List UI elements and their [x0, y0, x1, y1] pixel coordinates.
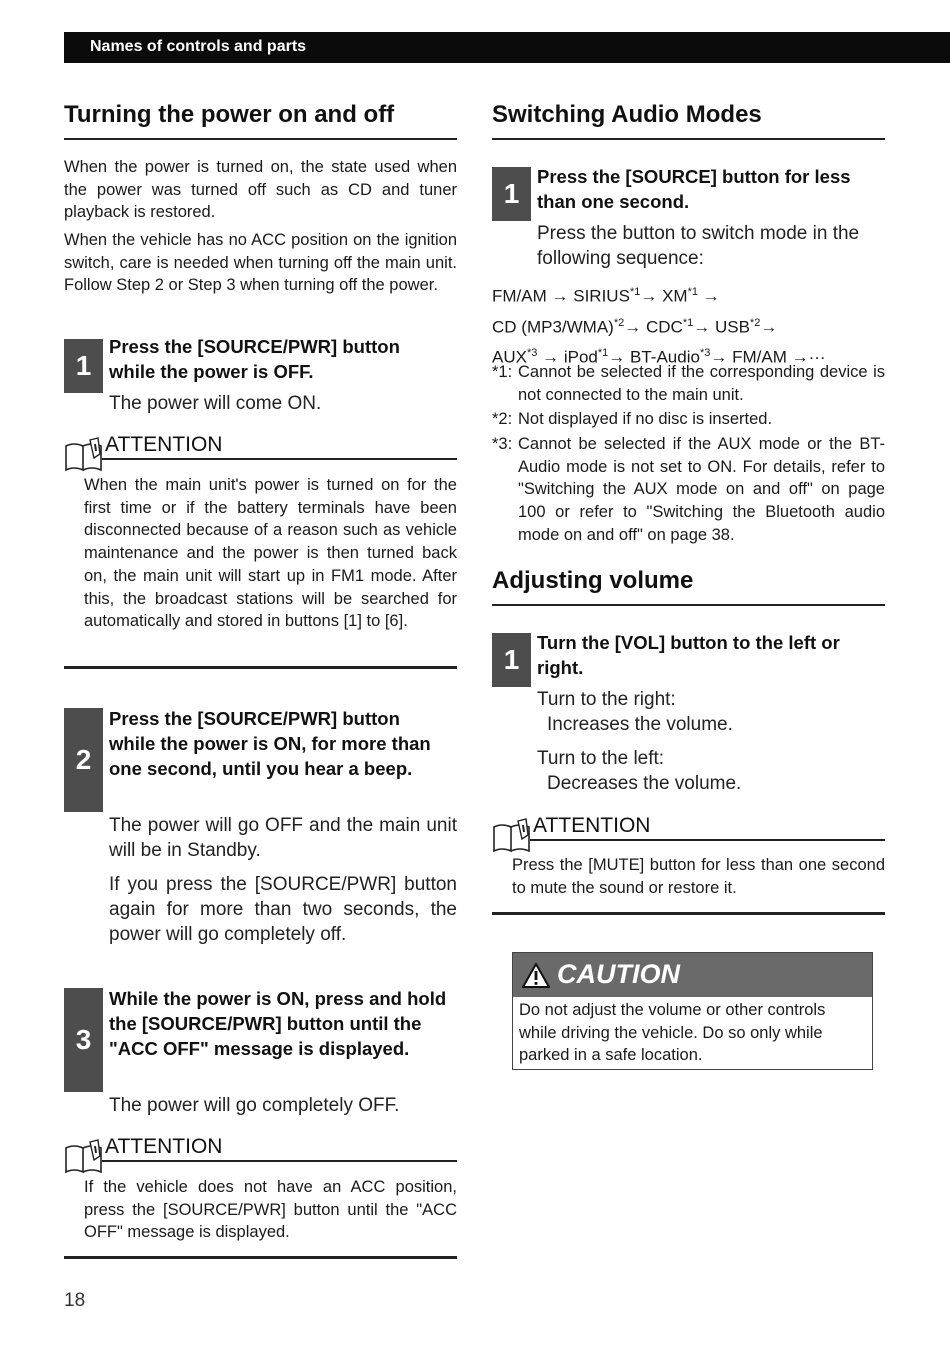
- sequence-line-3: AUX$^{*3}$ → iPod$^{*1}$→ BT-Audio$^{*3}$→ FM/AM →···: [492, 347, 826, 367]
- step-title: While the power is ON, press and hold the [SOURCE/PWR] button until the "ACC OFF" message is displayed.: [109, 988, 447, 1059]
- attention-text: Press the [MUTE] button for less than one second to mute the sound or restore it.: [512, 856, 885, 897]
- step-number: 1: [492, 633, 531, 687]
- left-section-heading: [64, 100, 457, 130]
- step-title: Press the [SOURCE/PWR] button while the power is ON, for more than one second, until you hear a beep.: [109, 708, 431, 779]
- step-title: Press the [SOURCE/PWR] button while the power is OFF.: [109, 336, 400, 382]
- section-rule: [64, 138, 457, 140]
- step-number: 3: [64, 988, 103, 1092]
- audio-step-1: [492, 164, 885, 274]
- intro-paragraph-1: When the power is turned on, the state used when the power was turned off such as CD and tuner playback is restored.: [64, 158, 457, 222]
- section-title-volume: Adjusting volume: [492, 567, 694, 594]
- turn-right-desc: Increases the volume.: [547, 714, 733, 735]
- header-bar: [64, 32, 950, 63]
- sequence-line-2: CD $(MP3/WMA)^{*2}\to CDC^{*1}\to USB^{*2}\to$: [492, 316, 778, 337]
- section-title-power: Turning the power on and off: [64, 101, 395, 128]
- attention-bottom-rule: [64, 1256, 457, 1259]
- turn-left-desc: Decreases the volume.: [547, 773, 742, 794]
- volume-section-heading: [492, 566, 885, 596]
- footnote-2: *2: Not displayed if no disc is inserted.: [492, 410, 773, 428]
- step-body: The power will go completely OFF.: [109, 1095, 400, 1116]
- step-body-1: The power will go OFF and the main unit will be in Standby.: [109, 815, 457, 861]
- power-step-2: [64, 706, 457, 976]
- book-icon: [64, 436, 104, 472]
- power-step-3: [64, 986, 457, 1121]
- page-number: 18: [64, 1290, 86, 1311]
- step-title: Turn the [VOL] button to the left or right.: [537, 632, 840, 678]
- mode-sequence: [492, 279, 885, 371]
- volume-step-1: [492, 630, 885, 800]
- attention-text: If the vehicle does not have an ACC position, press the [SOURCE/PWR] button until the "ACC OFF" message is displayed.: [84, 1178, 457, 1242]
- step-number: 2: [64, 708, 103, 812]
- attention-bottom-rule: [64, 666, 457, 669]
- section-title-audio-modes: Switching Audio Modes: [492, 101, 762, 128]
- section-rule: [492, 604, 885, 606]
- step-number: 1: [64, 339, 103, 393]
- caution-header: [513, 953, 872, 997]
- turn-left-label: Turn to the left:: [537, 748, 665, 769]
- attention-box-2: [64, 1135, 457, 1260]
- step-body: The power will come ON.: [109, 393, 322, 414]
- book-icon: [64, 1138, 104, 1174]
- caution-title: CAUTION: [557, 959, 680, 989]
- warning-triangle-icon: [521, 962, 551, 989]
- attention-box-1: [64, 433, 457, 676]
- caution-box: [512, 952, 873, 1070]
- attention-text: When the main unit's power is turned on for the first time or if the battery terminals have been disconnected because of a reason such as vehicle maintenance and the power is then turned back on, the main unit will start up in FM1 mode. After this, the broadcast stations will be searched for automatically and stored in buttons [1] to [6].: [84, 476, 457, 631]
- step-body: Press the button to switch mode in the following sequence:: [537, 223, 860, 269]
- attention-bottom-rule: [492, 912, 885, 915]
- attention-title: ATTENTION: [533, 814, 651, 837]
- step-number: 1: [492, 167, 531, 221]
- footnote-3: *3: Cannot be selected if the AUX mode or the BT-Audio mode is not set to ON. For details, refer to "Switching the AUX mode on and off" on page 100 or refer to "Switching the Bluetooth audio mode on and off" on page 38.: [492, 435, 885, 544]
- step-title: Press the [SOURCE] button for less than one second.: [537, 166, 851, 212]
- attention-title: ATTENTION: [105, 1135, 223, 1158]
- attention-box-mute: [492, 814, 885, 917]
- attention-rule: [102, 458, 457, 460]
- section-rule: [492, 138, 885, 140]
- footnote-1: *1: Cannot be selected if the corresponding device is not connected to the main unit.: [492, 363, 885, 404]
- intro-paragraph-2: When the vehicle has no ACC position on the ignition switch, care is needed when turning off the main unit. Follow Step 2 or Step 3 when turning off the power.: [64, 231, 457, 295]
- book-icon: [492, 817, 532, 853]
- step-body-2: If you press the [SOURCE/PWR] button again for more than two seconds, the power will go completely off.: [109, 874, 457, 945]
- attention-rule: [530, 839, 885, 841]
- sequence-line-1: $FM/AM \to SIRIUS^{*1}\to XM^{*1}$ →: [492, 286, 720, 306]
- attention-title: ATTENTION: [105, 433, 223, 456]
- caution-text: Do not adjust the volume or other controls while driving the vehicle. Do so only while parked in a safe location.: [519, 1001, 826, 1065]
- attention-rule: [102, 1160, 457, 1162]
- right-section-heading: [492, 100, 885, 130]
- header-title: Names of controls and parts: [90, 38, 307, 55]
- power-step-1: [64, 334, 457, 424]
- turn-right-label: Turn to the right:: [537, 689, 676, 710]
